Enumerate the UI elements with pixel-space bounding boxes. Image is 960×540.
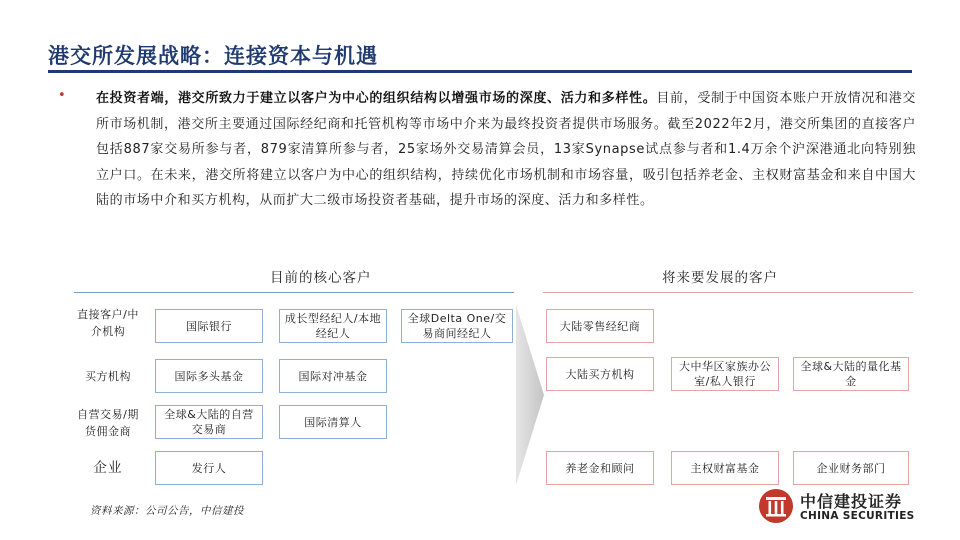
future-client-box: 全球&大陆的量化基金 bbox=[793, 357, 909, 391]
row-label-direct-clients: 直接客户/中介机构 bbox=[77, 308, 139, 338]
future-client-box: 大陆零售经纪商 bbox=[546, 309, 654, 343]
logo-name-en: CHINA SECURITIES bbox=[800, 510, 915, 522]
current-clients-header: 目前的核心客户 bbox=[270, 270, 372, 286]
future-header-line bbox=[543, 292, 913, 293]
current-header-line bbox=[74, 292, 514, 293]
source-note: 资料来源：公司公告，中信建投 bbox=[90, 505, 244, 517]
client-box: 国际清算人 bbox=[279, 405, 387, 439]
future-client-box: 养老金和顾问 bbox=[546, 451, 654, 485]
paragraph-body: 目前，受制于中国资本账户开放情况和港交所市场机制，港交所主要通过国际经纪商和托管机构等市场中介来为最终投资者提供市场服务。截至2022年2月，港交所集团的直接客户包括887家交易所参与者，879家清算所参与者，25家场外交易清算会员，13家Synapse试点参与者和1.4万余个沪深港通北向特别独立户口。在未来，港交所将建立以客户为中心的组织结构，持续优化市场机制和市场容量，吸引包括养老金、主权财富基金和来自中国大陆的市场中介和买方机构，从而扩大二级市场投资者基础，提升市场的深度、活力和多样性。 bbox=[96, 91, 916, 208]
future-client-box: 主权财富基金 bbox=[671, 451, 779, 485]
logo-name-cn: 中信建投证券 bbox=[800, 492, 903, 511]
client-box: 发行人 bbox=[155, 451, 263, 485]
client-box: 成长型经纪人/本地经纪人 bbox=[279, 309, 387, 343]
page-title: 港交所发展战略：连接资本与机遇 bbox=[48, 44, 378, 68]
bullet-icon: • bbox=[58, 88, 66, 103]
future-client-box: 大中华区家族办公室/私人银行 bbox=[671, 357, 779, 391]
row-label-prop-trading: 自营交易/期货佣金商 bbox=[77, 408, 139, 438]
client-box: 国际对冲基金 bbox=[279, 359, 387, 393]
future-client-box: 企业财务部门 bbox=[793, 451, 909, 485]
row-label-buy-side: 买方机构 bbox=[85, 370, 131, 383]
title-divider bbox=[48, 70, 912, 73]
china-securities-logo-icon bbox=[758, 488, 794, 524]
body-paragraph bbox=[96, 86, 916, 214]
lead-sentence: 在投资者端，港交所致力于建立以客户为中心的组织结构以增强市场的深度、活力和多样性。 bbox=[96, 91, 657, 106]
future-clients-header: 将来要发展的客户 bbox=[662, 270, 778, 286]
client-box: 全球Delta One/交易商间经纪人 bbox=[401, 309, 513, 343]
client-box: 全球&大陆的自营交易商 bbox=[155, 405, 263, 439]
client-box: 国际多头基金 bbox=[155, 359, 263, 393]
future-client-box: 大陆买方机构 bbox=[546, 357, 654, 391]
client-box: 国际银行 bbox=[155, 309, 263, 343]
row-label-corporate: 企业 bbox=[93, 460, 123, 476]
transition-arrow-icon bbox=[516, 305, 544, 485]
